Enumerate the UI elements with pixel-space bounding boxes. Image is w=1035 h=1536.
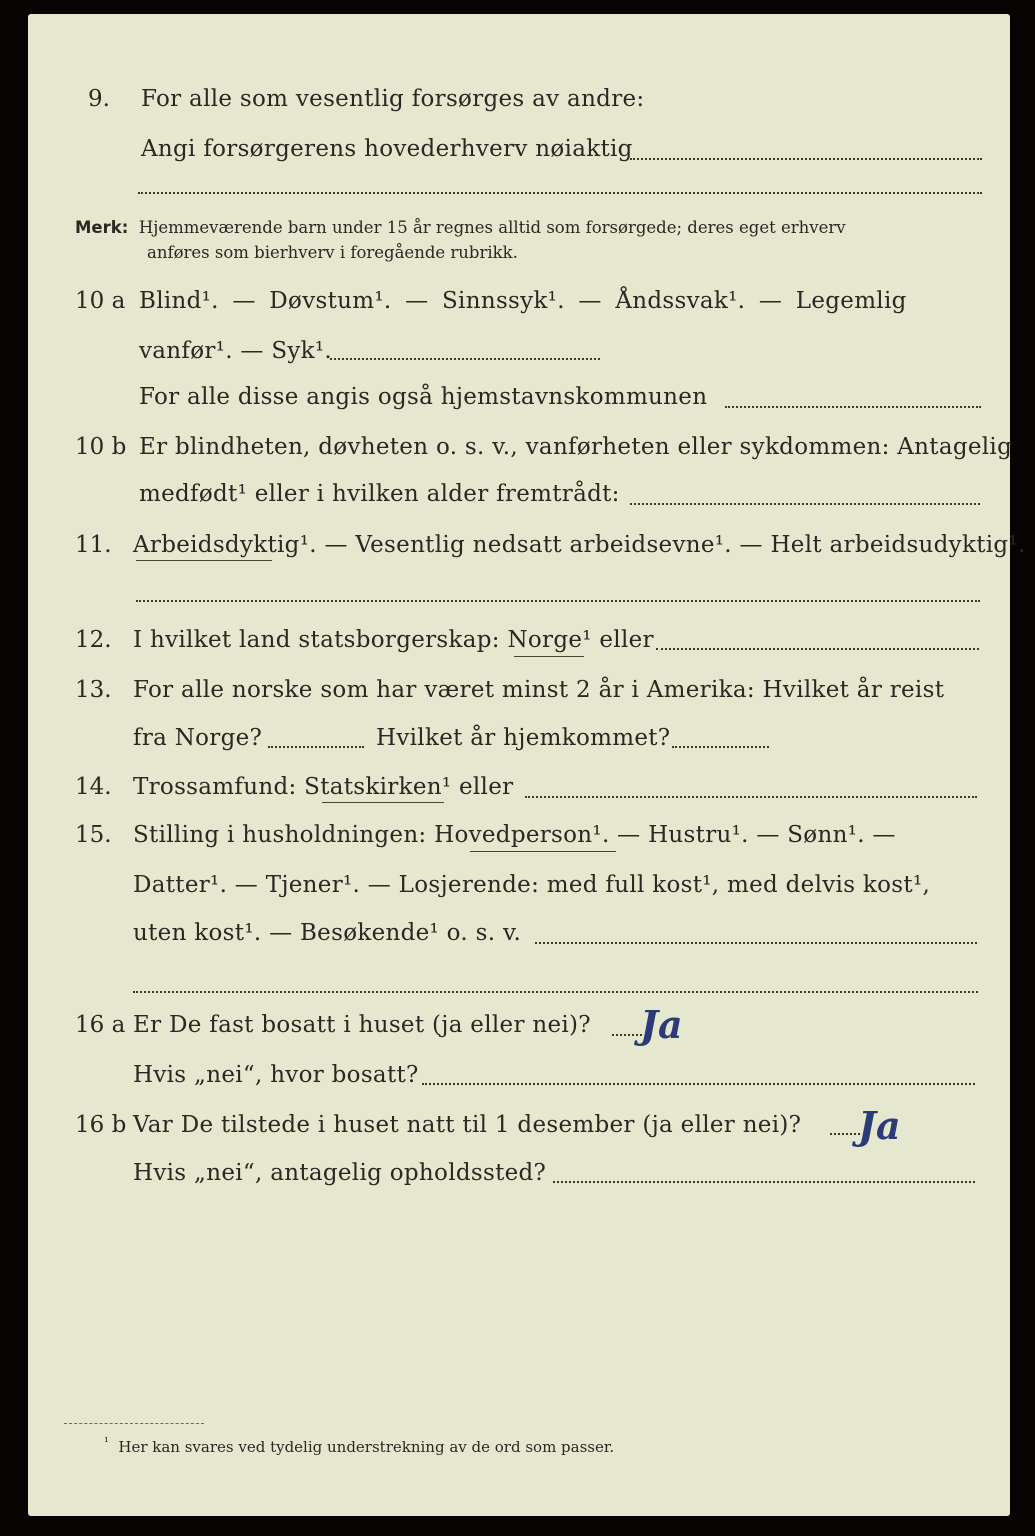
q10b-line1: Er blindheten, døvheten o. s. v., vanførheten eller sykdommen: Antagelig xyxy=(139,434,1013,460)
q13-reist-answer-line[interactable] xyxy=(268,746,364,748)
q13-line2a: fra Norge? xyxy=(133,725,263,751)
q14-number: 14. xyxy=(75,774,112,800)
merk-line1 xyxy=(75,218,846,237)
q12-answer-line[interactable] xyxy=(656,648,979,650)
census-form-page xyxy=(28,14,1013,1516)
q9-number: 9. xyxy=(88,86,110,112)
q16b-line1: Var De tilstede i huset natt til 1 desember (ja eller nei)? xyxy=(133,1112,802,1138)
q10a-number: 10 a xyxy=(75,288,126,314)
q15-line2: Datter¹. — Tjener¹. — Losjerende: med full kost¹, med delvis kost¹, xyxy=(133,872,931,898)
q10b-number: 10 b xyxy=(75,434,127,460)
q11-number: 11. xyxy=(75,532,112,558)
q16a-handwritten-answer: Ja xyxy=(640,1002,683,1047)
q13-number: 13. xyxy=(75,677,112,703)
q10b-answer-line[interactable] xyxy=(630,503,980,505)
q13-line2b: Hvilket år hjemkommet? xyxy=(376,725,671,751)
q13-hjemkommet-answer-line[interactable] xyxy=(672,746,769,748)
q14-answer-line[interactable] xyxy=(525,796,977,798)
q12-line1: I hvilket land statsborgerskap: Norge¹ eller xyxy=(133,627,654,653)
q9-line2: Angi forsørgerens hovederhverv nøiaktig xyxy=(141,136,633,162)
footnote-line xyxy=(104,1435,615,1456)
footnote-text: Her kan svares ved tydelig understrekning av de ord som passer. xyxy=(118,1438,615,1456)
q10a-hjemstavn-answer-line[interactable] xyxy=(725,406,981,408)
footnote-mark: ¹ xyxy=(104,1435,109,1449)
q13-line1: For alle norske som har været minst 2 år i Amerika: Hvilket år reist xyxy=(133,677,945,703)
q16a-answer-line[interactable] xyxy=(612,1034,642,1036)
merk-line2: anføres som bierhverv i foregående rubrikk. xyxy=(147,243,518,262)
q15-number: 15. xyxy=(75,822,112,848)
q10a-syk-answer-line[interactable] xyxy=(330,358,600,360)
q16b-handwritten-answer: Ja xyxy=(858,1103,901,1148)
q10b-line2: medfødt¹ eller i hvilken alder fremtrådt: xyxy=(139,481,620,507)
q10a-line2: vanfør¹. — Syk¹. xyxy=(139,338,333,364)
merk-label: Merk: xyxy=(75,218,129,237)
q12-number: 12. xyxy=(75,627,112,653)
q11-answer-line[interactable] xyxy=(136,600,980,602)
q16b-number: 16 b xyxy=(75,1112,127,1138)
q9-line1: For alle som vesentlig forsørges av andre: xyxy=(141,86,645,112)
q16b-answer-line[interactable] xyxy=(830,1133,860,1135)
q16b-line2: Hvis „nei“, antagelig opholdssted? xyxy=(133,1160,547,1186)
q11-arbeidsdyktig-underline xyxy=(136,560,272,561)
q16a-bosatt-answer-line[interactable] xyxy=(422,1083,975,1085)
q10a-line3: For alle disse angis også hjemstavnskommunen xyxy=(139,384,708,410)
q16b-opholdssted-answer-line[interactable] xyxy=(553,1181,975,1183)
q15-answer-line-2[interactable] xyxy=(133,991,978,993)
q9-answer-line-2[interactable] xyxy=(138,192,982,194)
q14-statskirken-underline xyxy=(322,802,444,803)
q9-answer-line[interactable] xyxy=(630,158,982,160)
q16a-line2: Hvis „nei“, hvor bosatt? xyxy=(133,1062,419,1088)
q16a-number: 16 a xyxy=(75,1012,126,1038)
merk-text1: Hjemmeværende barn under 15 år regnes alltid som forsørgede; deres eget erhverv xyxy=(138,218,846,237)
q15-line3: uten kost¹. — Besøkende¹ o. s. v. xyxy=(133,920,522,946)
q12-norge-underline xyxy=(514,656,584,657)
footnote-rule xyxy=(64,1423,204,1424)
q11-line1: Arbeidsdyktig¹. — Vesentlig nedsatt arbeidsevne¹. — Helt arbeidsudyktig¹. xyxy=(133,532,1026,558)
q15-hovedperson-underline xyxy=(470,851,616,852)
q10a-line1: Blind¹. — Døvstum¹. — Sinnssyk¹. — Åndssvak¹. — Legemlig xyxy=(139,288,907,314)
q14-line1: Trossamfund: Statskirken¹ eller xyxy=(133,774,514,800)
q15-answer-line[interactable] xyxy=(535,942,977,944)
q15-line1: Stilling i husholdningen: Hovedperson¹. — Hustru¹. — Sønn¹. — xyxy=(133,822,896,848)
q16a-line1: Er De fast bosatt i huset (ja eller nei)? xyxy=(133,1012,591,1038)
